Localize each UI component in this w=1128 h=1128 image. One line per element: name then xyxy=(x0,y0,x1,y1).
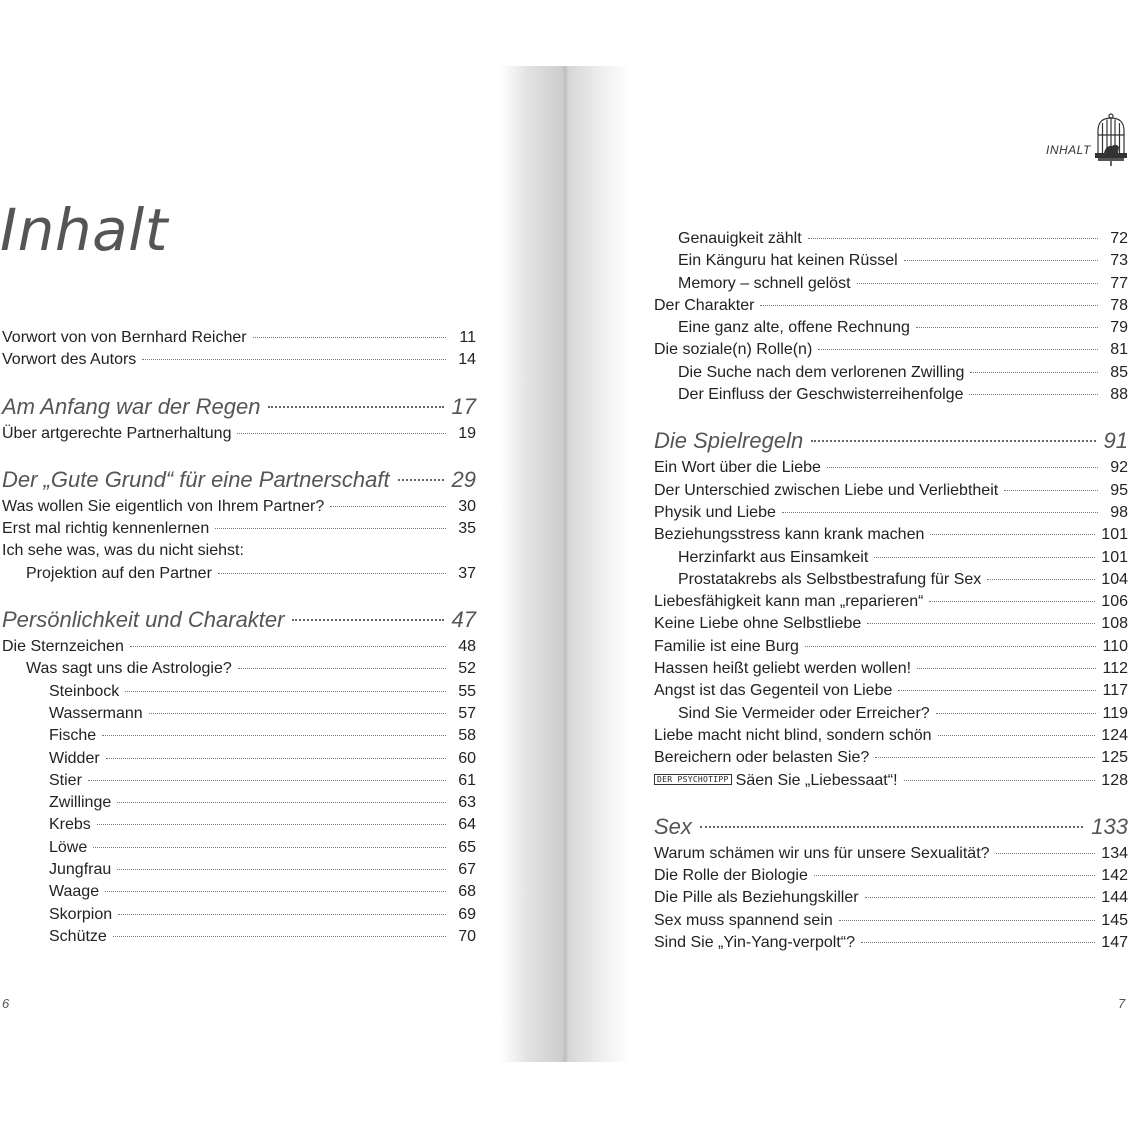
chapter-page-number: 133 xyxy=(1091,813,1128,839)
toc-left-page xyxy=(2,327,476,948)
entry-page-number: 52 xyxy=(458,660,476,678)
toc-entry xyxy=(2,881,476,903)
page-number-right: 7 xyxy=(1118,996,1126,1011)
entry-page-number: 48 xyxy=(458,638,476,656)
entry-page-number: 117 xyxy=(1102,682,1128,700)
toc-entry xyxy=(654,680,1128,702)
entry-page-number: 78 xyxy=(1110,296,1128,314)
chapter-page-number: 47 xyxy=(451,607,476,633)
dot-leader xyxy=(808,238,1098,239)
dot-leader xyxy=(142,359,446,360)
entry-title: Sind Sie Vermeider oder Erreicher? xyxy=(678,704,930,722)
entry-title: Sex muss spannend sein xyxy=(654,911,833,929)
toc-entry xyxy=(654,339,1128,361)
toc-entry xyxy=(2,540,476,585)
toc-entry xyxy=(2,814,476,836)
entry-title: Der Einfluss der Geschwisterreihenfolge xyxy=(678,386,964,404)
dot-leader xyxy=(760,305,1098,306)
entry-title: Die soziale(n) Rolle(n) xyxy=(654,341,813,359)
entry-title-line2 xyxy=(2,563,476,585)
entry-title: Der Charakter xyxy=(654,296,755,314)
entry-title: Warum schämen wir uns für unsere Sexualität? xyxy=(654,844,990,862)
entry-title: Keine Liebe ohne Selbstliebe xyxy=(654,615,862,633)
entry-page-number: 134 xyxy=(1101,844,1128,862)
chapter-page-number: 17 xyxy=(451,393,476,419)
entry-title-wrap xyxy=(654,770,898,792)
dot-leader xyxy=(811,440,1095,442)
psychotipp-badge: DER PSYCHOTIPP xyxy=(654,774,732,785)
toc-entry xyxy=(654,362,1128,384)
toc-entry xyxy=(654,273,1128,295)
entry-title: Memory – schnell gelöst xyxy=(678,274,851,292)
entry-page-number: 147 xyxy=(1101,934,1128,952)
entry-page-number: 95 xyxy=(1110,481,1128,499)
running-head: INHALT xyxy=(1046,143,1091,157)
entry-title: Die Suche nach dem verlorenen Zwilling xyxy=(678,363,965,381)
entry-page-number: 72 xyxy=(1110,230,1128,247)
entry-page-number: 119 xyxy=(1102,704,1128,722)
entry-page-number: 69 xyxy=(458,905,476,923)
chapter-title: Der „Gute Grund“ für eine Partnerschaft xyxy=(2,466,390,492)
entry-page-number: 108 xyxy=(1101,615,1128,633)
dot-leader xyxy=(929,601,1095,602)
toc-entry xyxy=(654,613,1128,635)
entry-page-number: 61 xyxy=(458,771,476,789)
dot-leader xyxy=(88,780,446,781)
entry-title: Die Sternzeichen xyxy=(2,638,124,656)
entry-title: Fische xyxy=(49,727,97,745)
dot-leader xyxy=(130,646,446,647)
dot-leader xyxy=(106,758,446,759)
dot-leader xyxy=(238,668,446,669)
dot-leader xyxy=(125,691,446,692)
toc-entry xyxy=(654,747,1128,769)
entry-title: Jungfrau xyxy=(49,861,112,879)
toc-entry xyxy=(2,349,476,371)
entry-title: Die Rolle der Biologie xyxy=(654,867,808,885)
entry-title: Beziehungsstress kann krank machen xyxy=(654,526,925,544)
entry-page-number: 68 xyxy=(458,883,476,901)
entry-title: Was wollen Sie eigentlich von Ihrem Partner? xyxy=(2,497,325,515)
dot-leader xyxy=(970,372,1098,373)
toc-entry xyxy=(2,496,476,518)
entry-page-number: 35 xyxy=(458,520,476,538)
entry-page-number: 11 xyxy=(459,329,476,346)
toc-entry-tip xyxy=(654,770,1128,792)
entry-title: Der Unterschied zwischen Liebe und Verliebtheit xyxy=(654,481,999,499)
dot-leader xyxy=(936,713,1097,714)
entry-title: Über artgerechte Partnerhaltung xyxy=(2,424,232,442)
entry-page-number: 125 xyxy=(1101,749,1128,767)
toc-entry xyxy=(654,725,1128,747)
dot-leader xyxy=(857,283,1098,284)
entry-title: Die Pille als Beziehungskiller xyxy=(654,889,859,907)
dot-leader xyxy=(1004,490,1098,491)
entry-title: Bereichern oder belasten Sie? xyxy=(654,749,870,767)
dot-leader xyxy=(930,534,1095,535)
page-number-left: 6 xyxy=(2,996,10,1011)
entry-page-number: 101 xyxy=(1101,526,1128,544)
entry-page-number: 142 xyxy=(1101,867,1128,885)
dot-leader xyxy=(916,327,1098,328)
entry-title: Physik und Liebe xyxy=(654,503,776,521)
page-title: Inhalt xyxy=(0,196,169,264)
entry-title: Prostatakrebs als Selbstbestrafung für Sex xyxy=(678,570,982,588)
dot-leader xyxy=(827,467,1098,468)
entry-title: Angst ist das Gegenteil von Liebe xyxy=(654,682,893,700)
entry-page-number: 145 xyxy=(1101,911,1128,929)
dot-leader xyxy=(330,506,446,507)
entry-title: Was sagt uns die Astrologie? xyxy=(26,660,232,678)
toc-entry xyxy=(654,457,1128,479)
entry-title: Genauigkeit zählt xyxy=(678,230,802,247)
toc-entry xyxy=(654,636,1128,658)
entry-page-number: 112 xyxy=(1102,660,1128,678)
toc-right-page xyxy=(654,228,1128,954)
dot-leader xyxy=(996,853,1096,854)
dot-leader xyxy=(814,875,1095,876)
chapter-page-number: 29 xyxy=(451,466,476,492)
entry-title: Erst mal richtig kennenlernen xyxy=(2,520,210,538)
chapter-title: Am Anfang war der Regen xyxy=(2,393,261,419)
entry-title: Ein Känguru hat keinen Rüssel xyxy=(678,252,898,270)
chapter-title: Die Spielregeln xyxy=(654,428,804,454)
entry-title: Hassen heißt geliebt werden wollen! xyxy=(654,660,912,678)
entry-page-number: 128 xyxy=(1101,771,1128,789)
entry-page-number: 85 xyxy=(1110,363,1128,381)
toc-entry xyxy=(654,591,1128,613)
entry-page-number: 110 xyxy=(1102,637,1128,655)
chapter-page-number: 91 xyxy=(1103,428,1128,454)
toc-entry xyxy=(2,681,476,703)
entry-title: Skorpion xyxy=(49,905,113,923)
dot-leader xyxy=(861,942,1095,943)
entry-title: Wassermann xyxy=(49,704,143,722)
dot-leader xyxy=(117,869,446,870)
toc-chapter-heading xyxy=(654,812,1128,842)
dot-leader xyxy=(253,337,446,338)
entry-page-number: 55 xyxy=(458,682,476,700)
entry-title: Eine ganz alte, offene Rechnung xyxy=(678,319,910,337)
entry-title: Löwe xyxy=(49,838,88,856)
entry-page-number: 64 xyxy=(458,816,476,834)
entry-title: Zwillinge xyxy=(49,794,112,812)
toc-entry xyxy=(654,932,1128,954)
dot-leader xyxy=(805,646,1097,647)
entry-page-number: 19 xyxy=(458,424,476,442)
entry-page-number: 67 xyxy=(458,861,476,879)
toc-entry xyxy=(654,480,1128,502)
entry-title: Familie ist eine Burg xyxy=(654,637,799,655)
entry-title: Waage xyxy=(49,883,100,901)
entry-title: Herzinfarkt aus Einsamkeit xyxy=(678,548,869,566)
entry-page-number: 65 xyxy=(458,838,476,856)
toc-entry xyxy=(2,926,476,948)
dot-leader xyxy=(149,713,446,714)
toc-entry xyxy=(654,910,1128,932)
dot-leader xyxy=(969,394,1098,395)
toc-entry xyxy=(2,327,476,349)
entry-title: Sind Sie „Yin-Yang-verpolt“? xyxy=(654,934,855,952)
dot-leader xyxy=(292,619,443,621)
entry-page-number: 57 xyxy=(458,704,476,722)
book-gutter-shadow xyxy=(500,66,630,1062)
toc-entry xyxy=(654,887,1128,909)
dot-leader xyxy=(102,735,446,736)
toc-entry xyxy=(654,295,1128,317)
toc-entry xyxy=(654,658,1128,680)
toc-chapter-heading xyxy=(654,426,1128,456)
chapter-title: Persönlichkeit und Charakter xyxy=(2,607,285,633)
toc-entry xyxy=(654,228,1128,250)
dot-leader xyxy=(218,573,446,574)
entry-title: Liebe macht nicht blind, sondern schön xyxy=(654,726,932,744)
toc-entry xyxy=(2,770,476,792)
dot-leader xyxy=(839,920,1096,921)
toc-entry xyxy=(654,384,1128,406)
dot-leader xyxy=(398,479,444,481)
dot-leader xyxy=(113,936,446,937)
toc-entry xyxy=(2,904,476,926)
toc-chapter-heading xyxy=(2,605,476,635)
entry-page-number: 30 xyxy=(458,497,476,515)
entry-title: Krebs xyxy=(49,816,91,834)
dot-leader xyxy=(237,433,446,434)
entry-page-number: 81 xyxy=(1110,341,1128,359)
dot-leader xyxy=(917,668,1096,669)
entry-page-number: 92 xyxy=(1110,459,1128,477)
entry-title: Steinbock xyxy=(49,682,120,700)
dot-leader xyxy=(938,735,1096,736)
toc-entry xyxy=(2,658,476,680)
toc-entry xyxy=(654,524,1128,546)
toc-entry xyxy=(2,423,476,445)
toc-entry xyxy=(2,725,476,747)
toc-entry xyxy=(654,502,1128,524)
chapter-title: Sex xyxy=(654,813,692,839)
toc-entry xyxy=(2,703,476,725)
dot-leader xyxy=(268,406,443,408)
dot-leader xyxy=(865,897,1096,898)
entry-page-number: 79 xyxy=(1110,319,1128,337)
entry-title: Vorwort des Autors xyxy=(2,351,137,369)
toc-entry xyxy=(2,748,476,770)
toc-entry xyxy=(2,518,476,540)
entry-page-number: 104 xyxy=(1101,570,1128,588)
entry-title: Liebesfähigkeit kann man „reparieren“ xyxy=(654,593,924,611)
entry-title: Projektion auf den Partner xyxy=(26,564,212,582)
entry-title: Widder xyxy=(49,749,100,767)
dot-leader xyxy=(215,528,446,529)
dot-leader xyxy=(904,260,1098,261)
birdcage-icon xyxy=(1094,113,1128,167)
entry-page-number: 124 xyxy=(1101,726,1128,744)
dot-leader xyxy=(875,757,1095,758)
dot-leader xyxy=(818,349,1098,350)
dot-leader xyxy=(867,623,1095,624)
entry-page-number: 60 xyxy=(458,749,476,767)
dot-leader xyxy=(97,824,446,825)
dot-leader xyxy=(987,579,1095,580)
entry-page-number: 77 xyxy=(1110,274,1128,292)
entry-page-number: 37 xyxy=(458,564,476,582)
entry-page-number: 106 xyxy=(1101,593,1128,611)
dot-leader xyxy=(117,802,446,803)
entry-title: Schütze xyxy=(49,927,107,945)
entry-page-number: 144 xyxy=(1101,889,1128,907)
entry-page-number: 14 xyxy=(458,351,476,369)
entry-title: Vorwort von von Bernhard Reicher xyxy=(2,329,247,346)
entry-page-number: 88 xyxy=(1110,386,1128,404)
toc-entry xyxy=(2,859,476,881)
toc-entry xyxy=(654,317,1128,339)
entry-page-number: 70 xyxy=(458,927,476,945)
dot-leader xyxy=(93,847,446,848)
dot-leader xyxy=(105,891,446,892)
toc-entry xyxy=(654,569,1128,591)
entry-title-line1: Ich sehe was, was du nicht siehst: xyxy=(2,542,244,560)
entry-title: Stier xyxy=(49,771,82,789)
toc-entry xyxy=(2,636,476,658)
dot-leader xyxy=(898,690,1096,691)
entry-page-number: 58 xyxy=(458,727,476,745)
entry-page-number: 101 xyxy=(1101,548,1128,566)
dot-leader xyxy=(118,914,446,915)
dot-leader xyxy=(782,512,1098,513)
entry-page-number: 73 xyxy=(1110,252,1128,270)
toc-chapter-heading xyxy=(2,392,476,422)
toc-entry xyxy=(654,547,1128,569)
entry-page-number: 63 xyxy=(458,794,476,812)
dot-leader xyxy=(874,557,1095,558)
entry-title: Ein Wort über die Liebe xyxy=(654,459,821,477)
toc-entry xyxy=(654,865,1128,887)
dot-leader xyxy=(904,780,1096,781)
toc-entry xyxy=(2,837,476,859)
dot-leader xyxy=(700,826,1083,828)
entry-title: Säen Sie „Liebessaat“! xyxy=(735,771,898,789)
toc-entry xyxy=(654,250,1128,272)
entry-page-number: 98 xyxy=(1110,503,1128,521)
toc-entry xyxy=(654,843,1128,865)
toc-entry xyxy=(2,792,476,814)
toc-chapter-heading xyxy=(2,465,476,495)
toc-entry xyxy=(654,703,1128,725)
